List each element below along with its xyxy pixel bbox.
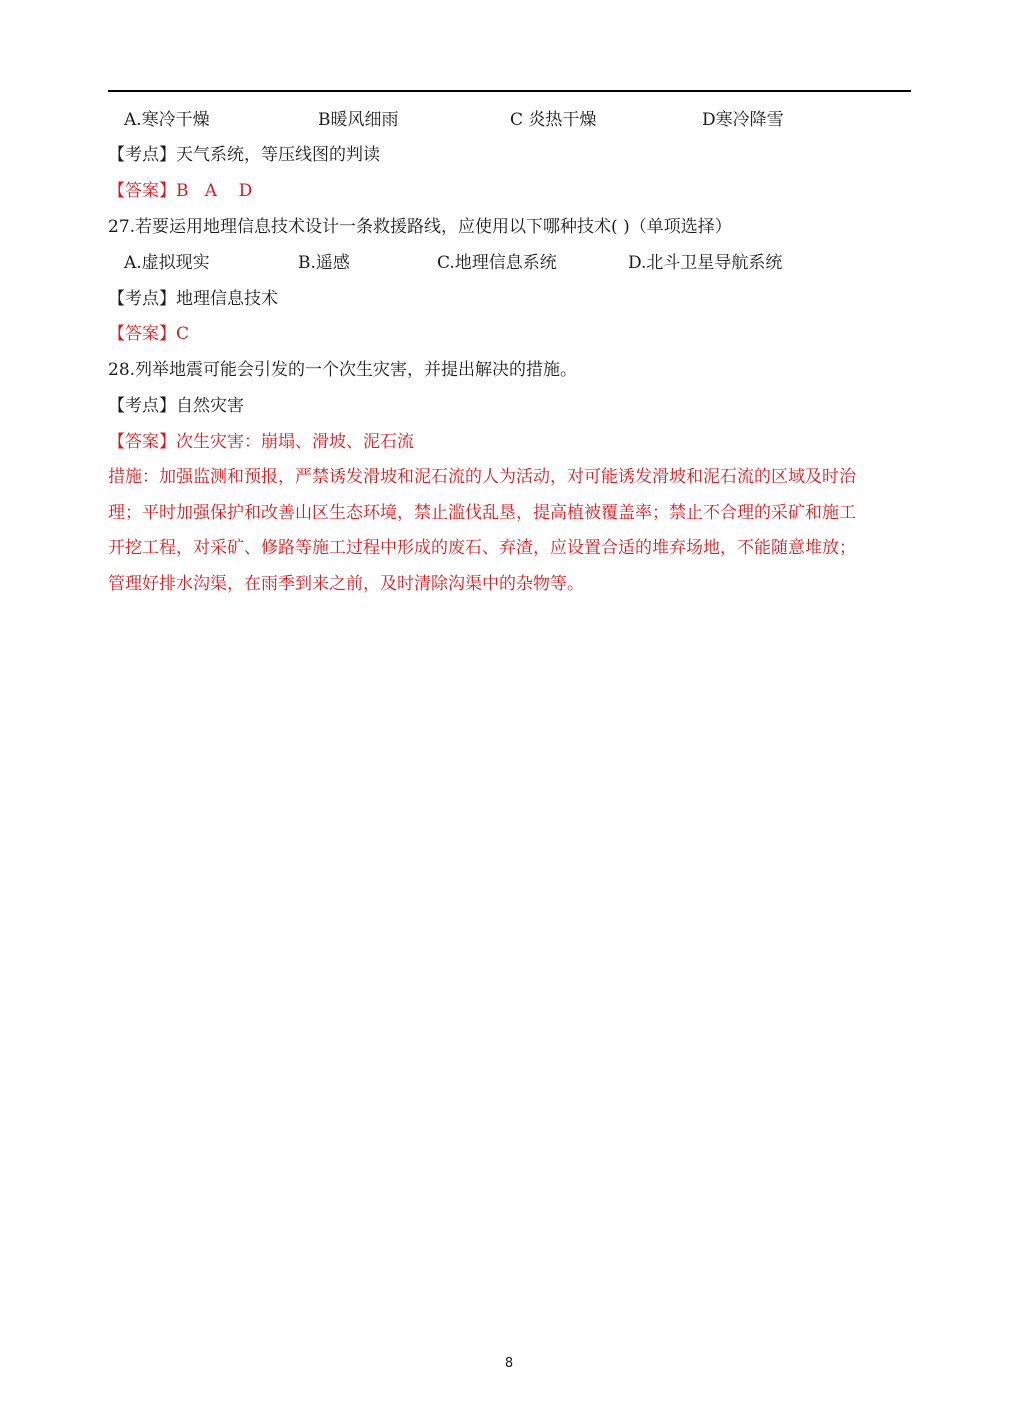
q26-option-b: B暖风细雨 (318, 110, 399, 130)
kaodian-text: 自然灾害 (176, 396, 244, 416)
q27-question: 27.若要运用地理信息技术设计一条救援路线，应使用以下哪种技术( )（单项选择） (108, 217, 732, 237)
page-number: 8 (504, 1356, 514, 1371)
q27-option-d: D.北斗卫星导航系统 (628, 253, 783, 273)
q28-question: 28.列举地震可能会引发的一个次生灾害，并提出解决的措施。 (108, 360, 578, 380)
q28-measures-line-4: 管理好排水沟渠，在雨季到来之前，及时清除沟渠中的杂物等。 (108, 574, 584, 594)
q26-option-d: D寒冷降雪 (702, 110, 784, 130)
answer-label: 【答案】 (108, 324, 176, 344)
q27-answer (108, 322, 189, 346)
kaodian-label: 【考点】 (108, 145, 176, 165)
kaodian-label: 【考点】 (108, 396, 176, 416)
answer-label: 【答案】 (108, 432, 176, 452)
answer-label: 【答案】 (108, 181, 176, 201)
kaodian-label: 【考点】 (108, 289, 176, 309)
q28-measures-line-2: 理；平时加强保护和改善山区生态环境，禁止滥伐乱垦，提高植被覆盖率；禁止不合理的采矿和施工 (108, 503, 856, 523)
q27-option-b: B.遥感 (298, 253, 350, 273)
answer-text: 次生灾害：崩塌、滑坡、泥石流 (176, 432, 414, 452)
answer-text: C (176, 324, 190, 344)
header-rule (108, 90, 911, 92)
q28-measures-line-1: 措施：加强监测和预报，严禁诱发滑坡和泥石流的人为活动，对可能诱发滑坡和泥石流的区域及时治 (108, 467, 856, 487)
q28-kaodian (108, 394, 244, 418)
q28-answer (108, 430, 414, 454)
answer-text: B A D (176, 181, 253, 201)
q27-kaodian (108, 287, 278, 311)
q26-option-c: C 炎热干燥 (510, 110, 597, 130)
q27-option-a: A.虚拟现实 (124, 253, 210, 273)
q26-answer (108, 179, 252, 203)
q26-option-a: A.寒冷干燥 (124, 110, 210, 130)
kaodian-text: 地理信息技术 (176, 289, 278, 309)
kaodian-text: 天气系统，等压线图的判读 (176, 145, 380, 165)
q28-measures-line-3: 开挖工程，对采矿、修路等施工过程中形成的废石、弃渣，应设置合适的堆弃场地，不能随意堆放； (108, 538, 856, 558)
q27-option-c: C.地理信息系统 (437, 253, 557, 273)
q26-kaodian (108, 143, 380, 167)
